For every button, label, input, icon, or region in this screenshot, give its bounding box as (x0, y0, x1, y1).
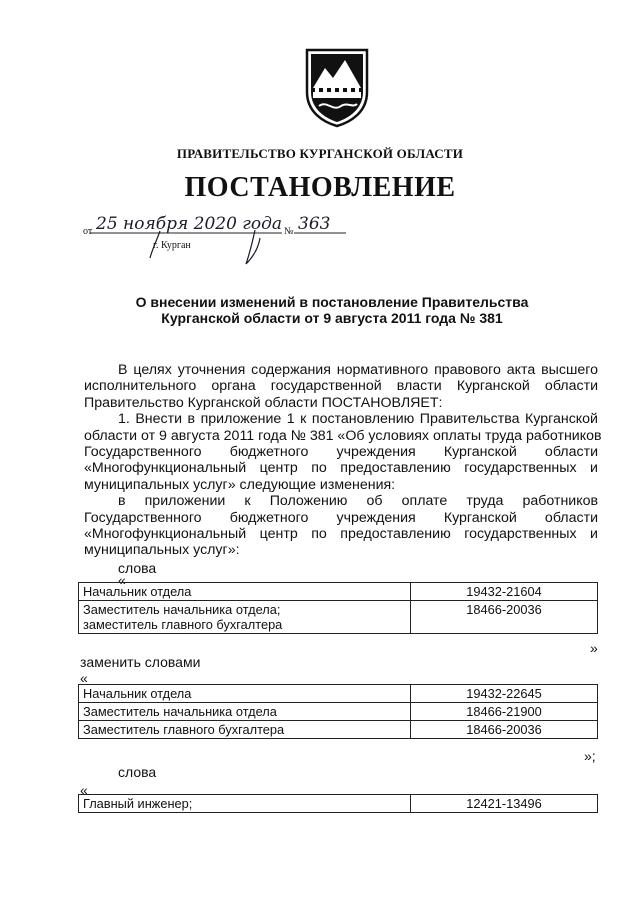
table-row (79, 601, 598, 634)
position-cell: Главный инженер; (79, 795, 411, 813)
open-quote: « (80, 670, 88, 686)
government-name: ПРАВИТЕЛЬСТВО КУРГАНСКОЙ ОБЛАСТИ (176, 146, 464, 161)
paragraph-2-line: области от 9 августа 2011 года № 381 «Об условиях оплаты труда работников (84, 427, 602, 444)
salary-cell: 18466-20036 (411, 721, 598, 739)
title-line-2: Курганской области от 9 августа 2011 года № 381 (161, 310, 503, 326)
kurgan-coat-of-arms-emblem (303, 48, 371, 128)
table-row (79, 583, 598, 601)
date-prefix: от (83, 226, 93, 237)
paragraph-1-line: Правительство Курганской области ПОСТАНОВЛЯЕТ: (84, 394, 443, 411)
table-row (79, 703, 598, 721)
position-cell (79, 601, 411, 634)
paragraph-1-line: исполнительного органа государственной власти Курганской области (84, 378, 598, 395)
handwritten-date: 25 ноября 2020 года (96, 214, 283, 234)
document-title (0, 294, 640, 326)
document-body (84, 362, 602, 559)
signature-underline (90, 228, 350, 268)
paragraph-2-line: Государственного бюджетного учреждения Курганской области (84, 444, 598, 461)
position-line: Заместитель начальника отдела; (83, 602, 281, 617)
close-quote: » (590, 640, 598, 656)
table-row (79, 795, 598, 813)
city-label: г. Курган (153, 240, 191, 251)
table-row (79, 685, 598, 703)
salary-cell: 19432-22645 (411, 685, 598, 703)
close-quote: »; (584, 748, 596, 764)
words-label: слова (118, 560, 157, 576)
number-prefix: № (284, 226, 294, 237)
old-salary-table (78, 582, 598, 634)
paragraph-1-line: В целях уточнения содержания нормативного правового акта высшего (118, 362, 598, 378)
table-row (79, 721, 598, 739)
title-line-1: О внесении изменений в постановление Правительства (135, 294, 529, 310)
salary-cell: 18466-21900 (411, 703, 598, 721)
third-salary-table (78, 794, 598, 813)
paragraph-3-line: в приложении к Положению об оплате труда работников (118, 493, 598, 510)
open-quote: « (118, 572, 126, 588)
open-quote: « (80, 782, 88, 798)
paragraph-2-line: «Многофункциональный центр по предоставлению государственных и (84, 460, 598, 477)
paragraph-3-line: муниципальных услуг»: (84, 542, 240, 559)
salary-cell: 19432-21604 (411, 583, 598, 601)
paragraph-3-line: Государственного бюджетного учреждения Курганской области (84, 509, 598, 526)
salary-cell: 12421-13496 (411, 795, 598, 813)
words-label: слова (118, 764, 157, 780)
position-cell: Заместитель начальника отдела (79, 703, 411, 721)
position-line: заместитель главного бухгалтера (83, 617, 283, 632)
document-type-heading: ПОСТАНОВЛЕНИЕ (184, 172, 456, 203)
position-cell: Начальник отдела (79, 583, 411, 601)
paragraph-3-line: «Многофункциональный центр по предоставлению государственных и (84, 526, 598, 543)
position-cell: Заместитель главного бухгалтера (79, 721, 411, 739)
paragraph-2-line: муниципальных услуг» следующие изменения: (84, 476, 396, 493)
paragraph-2-line: 1. Внести в приложение 1 к постановлению Правительства Курганской (118, 411, 598, 428)
salary-cell: 18466-20036 (411, 601, 598, 634)
position-cell: Начальник отдела (79, 685, 411, 703)
replace-label: заменить словами (80, 654, 201, 670)
new-salary-table (78, 684, 598, 739)
handwritten-number: 363 (298, 214, 331, 234)
